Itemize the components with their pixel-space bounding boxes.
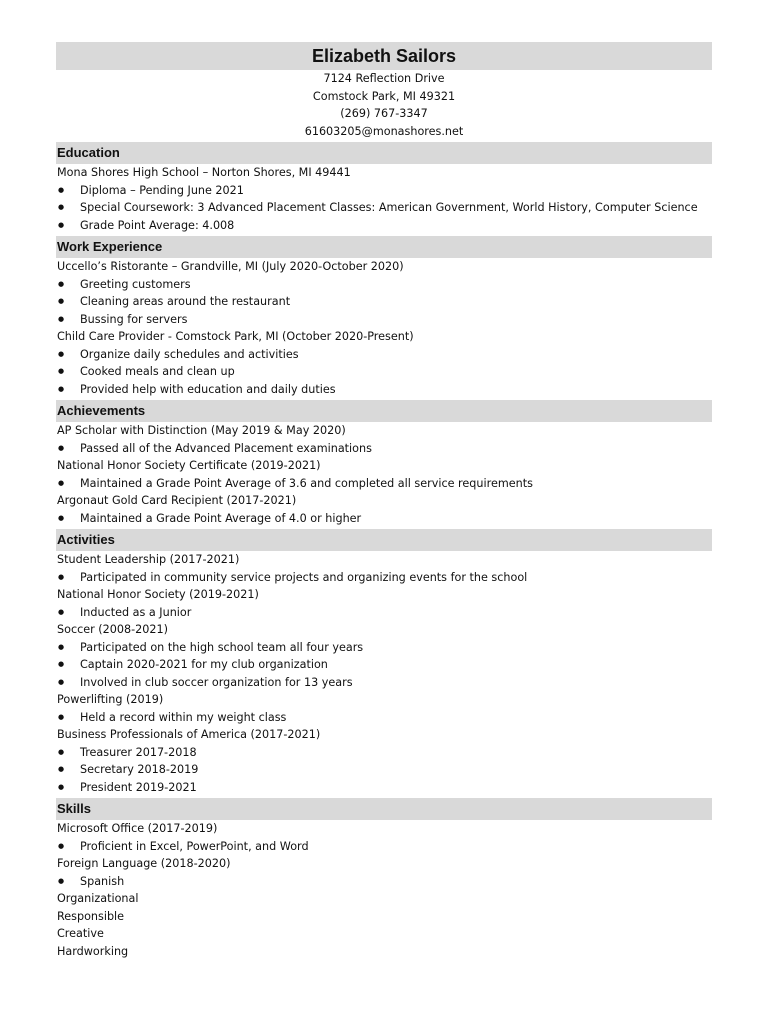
- bullet-item: [56, 311, 712, 329]
- bullet-item: [56, 363, 712, 381]
- bullet-dot-icon: ●: [58, 607, 65, 616]
- bullet-dot-icon: ●: [58, 572, 65, 581]
- bullet-item: [56, 674, 712, 692]
- entry-line: Microsoft Office (2017-2019): [57, 822, 218, 835]
- bullet-text: Proficient in Excel, PowerPoint, and Word: [80, 839, 309, 853]
- bullet-text: Cleaning areas around the restaurant: [80, 295, 291, 308]
- entry-line: National Honor Society (2019-2021): [57, 588, 259, 601]
- bullet-item: [56, 293, 712, 311]
- bullet-item: [56, 709, 712, 727]
- bullet-text: President 2019-2021: [80, 780, 197, 794]
- bullet-dot-icon: ●: [58, 314, 65, 323]
- bullet-item: [56, 873, 712, 891]
- bullet-item: [56, 761, 712, 779]
- entry-line: Soccer (2008-2021): [57, 623, 168, 636]
- bullet-text: Greeting customers: [80, 277, 191, 291]
- section-heading-work-experience: Work Experience: [56, 236, 712, 258]
- bullet-text: Inducted as a Junior: [80, 605, 192, 619]
- bullet-dot-icon: ●: [58, 765, 65, 773]
- bullet-item: [56, 276, 712, 294]
- bullet-dot-icon: ●: [58, 203, 65, 211]
- bullet-item: [56, 217, 712, 235]
- bullet-item: [56, 440, 712, 458]
- bullet-item: [56, 381, 712, 399]
- bullet-item: [56, 475, 712, 493]
- bullet-item: [56, 744, 712, 762]
- bullet-dot-icon: ●: [58, 677, 65, 686]
- entry-line: Powerlifting (2019): [57, 693, 164, 706]
- email-line: 61603205@monashores.net: [304, 124, 464, 138]
- bullet-dot-icon: ●: [58, 747, 65, 756]
- bullet-item: [56, 182, 712, 200]
- section-heading-activities: Activities: [56, 529, 712, 551]
- bullet-text: Organize daily schedules and activities: [80, 347, 299, 361]
- entry-line: Foreign Language (2018-2020): [57, 857, 231, 870]
- section-heading-achievements: Achievements: [56, 400, 712, 422]
- entry-line: Uccello’s Ristorante – Grandville, MI (July 2020-October 2020): [57, 260, 404, 273]
- bullet-text: Captain 2020-2021 for my club organization: [80, 658, 328, 671]
- bullet-item: [56, 199, 712, 217]
- bullet-text: Provided help with education and daily duties: [80, 382, 336, 396]
- bullet-text: Participated on the high school team all four years: [80, 640, 364, 654]
- bullet-text: Grade Point Average: 4.008: [80, 218, 235, 232]
- bullet-text: Passed all of the Advanced Placement examinations: [80, 441, 372, 455]
- bullet-text: Treasurer 2017-2018: [80, 745, 197, 759]
- bullet-item: [56, 838, 712, 856]
- contact-block: [56, 70, 712, 140]
- section-heading-skills: Skills: [56, 798, 712, 820]
- bullet-item: [56, 510, 712, 528]
- bullet-item: [56, 569, 712, 587]
- entry-line: Hardworking: [57, 944, 129, 958]
- bullet-item: [56, 639, 712, 657]
- bullet-dot-icon: ●: [58, 876, 65, 885]
- bullet-dot-icon: ●: [58, 513, 65, 522]
- bullet-item: [56, 604, 712, 622]
- bullet-item: [56, 346, 712, 364]
- section-heading-education: Education: [56, 142, 712, 164]
- bullet-text: Involved in club soccer organization for 13 years: [80, 675, 353, 689]
- bullet-item: [56, 779, 712, 797]
- bullet-dot-icon: ●: [58, 841, 65, 850]
- entry-line: Responsible: [57, 909, 125, 923]
- entry-line: Business Professionals of America (2017-2021): [57, 728, 321, 741]
- bullet-text: Secretary 2018-2019: [80, 763, 199, 776]
- bullet-dot-icon: ●: [58, 443, 65, 452]
- bullet-text: Maintained a Grade Point Average of 4.0 or higher: [80, 511, 362, 525]
- bullet-dot-icon: ●: [58, 279, 65, 288]
- bullet-text: Diploma – Pending June 2021: [80, 183, 244, 197]
- resume-name: Elizabeth Sailors: [56, 42, 712, 70]
- resume-page: [56, 42, 712, 960]
- bullet-dot-icon: ●: [58, 478, 65, 487]
- bullet-dot-icon: ●: [58, 297, 65, 305]
- city-line: Comstock Park, MI 49321: [312, 89, 456, 103]
- entry-line: Mona Shores High School – Norton Shores, MI 49441: [57, 166, 351, 179]
- bullet-dot-icon: ●: [58, 367, 65, 375]
- bullet-dot-icon: ●: [58, 349, 65, 358]
- bullet-text: Cooked meals and clean up: [80, 365, 235, 378]
- address-line: 7124 Reflection Drive: [323, 72, 445, 85]
- resume-sections: [56, 142, 712, 960]
- entry-line: National Honor Society Certificate (2019-2021): [57, 459, 321, 472]
- bullet-dot-icon: ●: [58, 660, 65, 668]
- bullet-dot-icon: ●: [58, 384, 65, 393]
- bullet-text: Special Coursework: 3 Advanced Placement Classes: American Government, World History, Computer Science: [80, 201, 698, 214]
- entry-line: AP Scholar with Distinction (May 2019 & May 2020): [57, 424, 346, 437]
- entry-line: Creative: [57, 927, 104, 940]
- bullet-dot-icon: ●: [58, 782, 65, 791]
- bullet-dot-icon: ●: [58, 712, 65, 721]
- bullet-text: Maintained a Grade Point Average of 3.6 and completed all service requirements: [80, 476, 533, 490]
- bullet-text: Bussing for servers: [80, 312, 188, 326]
- phone-line: (269) 767-3347: [340, 107, 428, 120]
- bullet-dot-icon: ●: [58, 220, 65, 229]
- bullet-text: Held a record within my weight class: [80, 710, 287, 724]
- bullet-dot-icon: ●: [58, 642, 65, 651]
- bullet-text: Spanish: [80, 874, 125, 888]
- entry-line: Student Leadership (2017-2021): [57, 553, 240, 566]
- bullet-dot-icon: ●: [58, 185, 65, 194]
- entry-line: Child Care Provider - Comstock Park, MI (October 2020-Present): [57, 330, 414, 343]
- bullet-item: [56, 656, 712, 674]
- entry-line: Argonaut Gold Card Recipient (2017-2021): [57, 494, 297, 507]
- entry-line: Organizational: [57, 892, 139, 905]
- bullet-text: Participated in community service projects and organizing events for the school: [80, 570, 528, 584]
